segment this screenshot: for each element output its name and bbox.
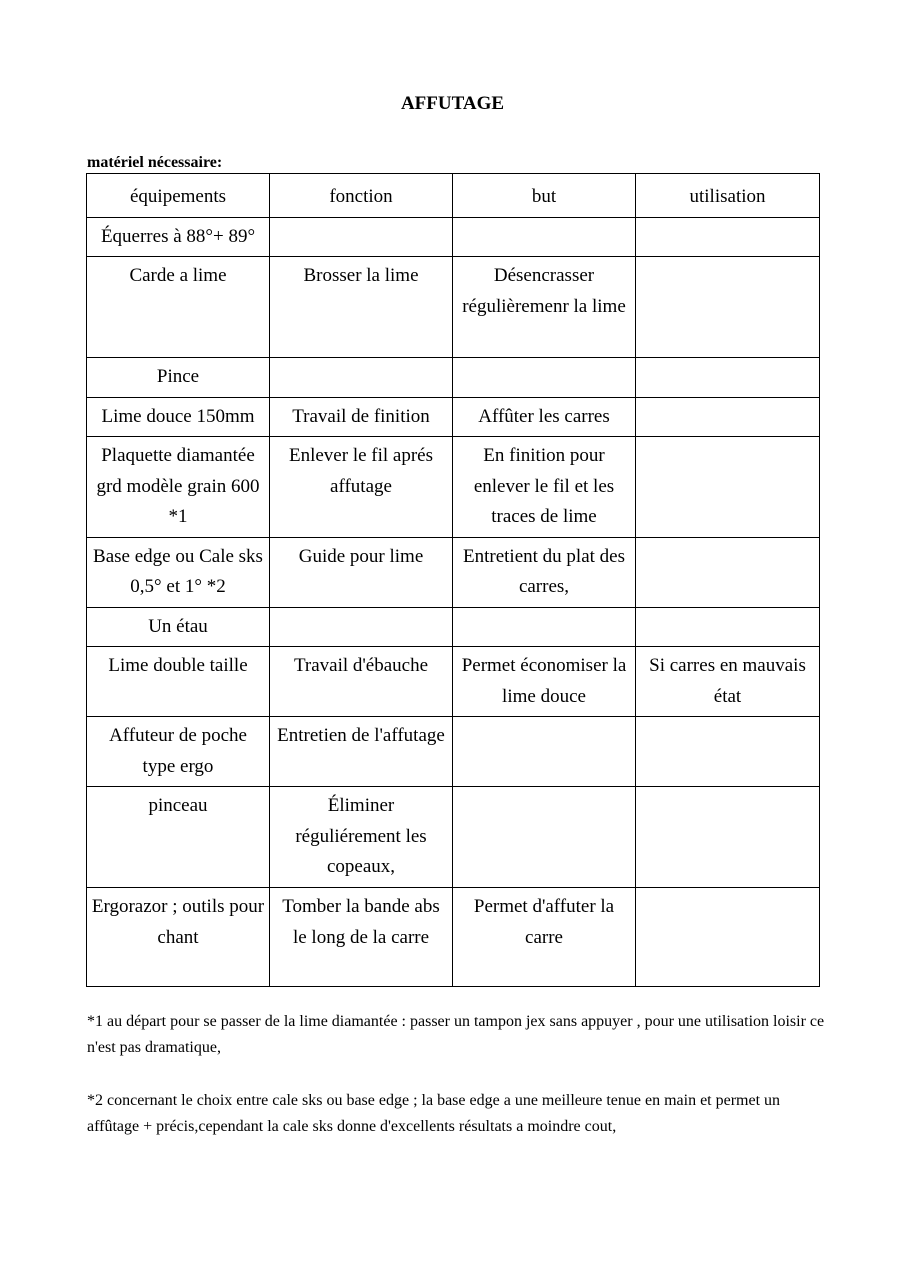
table-cell: Affuteur de poche type ergo: [87, 717, 270, 787]
table-row: [87, 437, 820, 538]
table-cell: Ergorazor ; outils pour chant: [87, 888, 270, 987]
table-cell: [453, 217, 636, 257]
table-cell: En finition pour enlever le fil et les traces de lime: [453, 437, 636, 538]
table-cell: [636, 607, 820, 647]
table-cell: Éliminer réguliérement les copeaux,: [270, 787, 453, 888]
footnote-1: *1 au départ pour se passer de la lime diamantée : passer un tampon jex sans appuyer , pour une utilisation loisir ce n'est pas dramatique,: [87, 1013, 825, 1056]
table-cell: [636, 537, 820, 607]
footnote-2: *2 concernant le choix entre cale sks ou base edge ; la base edge a une meilleure tenue en main et permet un affûtage + précis,cependant la cale sks donne d'excellents résultats a moindre cout,: [87, 1092, 781, 1135]
table-cell: [270, 358, 453, 398]
table-row: [87, 217, 820, 257]
table-row: [87, 358, 820, 398]
table-cell: Base edge ou Cale sks 0,5° et 1° *2: [87, 537, 270, 607]
table-cell: [453, 358, 636, 398]
table-cell: Plaquette diamantée grd modèle grain 600 *1: [87, 437, 270, 538]
table-cell: Entretien de l'affutage: [270, 717, 453, 787]
table-row: [87, 537, 820, 607]
table-cell: Permet d'affuter la carre: [453, 888, 636, 987]
equipment-table: [86, 173, 820, 987]
table-cell: Brosser la lime: [270, 257, 453, 358]
table-cell: [636, 257, 820, 358]
table-cell: Désencrasser régulièremenr la lime: [453, 257, 636, 358]
table-header-row: [87, 174, 820, 218]
table-cell: Carde a lime: [87, 257, 270, 358]
table-cell: Entretient du plat des carres,: [453, 537, 636, 607]
page-title: AFFUTAGE: [400, 93, 505, 114]
table-cell: [636, 397, 820, 437]
header-fonction: fonction: [270, 174, 453, 218]
table-cell: Équerres à 88°+ 89°: [87, 217, 270, 257]
table-cell: Lime douce 150mm: [87, 397, 270, 437]
header-but: but: [453, 174, 636, 218]
section-subtitle: matériel nécessaire:: [87, 154, 223, 171]
table-row: [87, 787, 820, 888]
table-cell: Si carres en mauvais état: [636, 647, 820, 717]
table-cell: Lime double taille: [87, 647, 270, 717]
table-cell: [270, 607, 453, 647]
table-row: [87, 888, 820, 987]
header-equipements: équipements: [87, 174, 270, 218]
table-cell: Tomber la bande abs le long de la carre: [270, 888, 453, 987]
table-cell: [270, 217, 453, 257]
table-cell: Affûter les carres: [453, 397, 636, 437]
table-row: [87, 397, 820, 437]
table-cell: Enlever le fil aprés affutage: [270, 437, 453, 538]
table-cell: Guide pour lime: [270, 537, 453, 607]
table-cell: [636, 787, 820, 888]
table-cell: [453, 787, 636, 888]
table-row: [87, 717, 820, 787]
table-cell: pinceau: [87, 787, 270, 888]
table-cell: [453, 607, 636, 647]
table-cell: [636, 217, 820, 257]
table-row: [87, 257, 820, 358]
table-cell: Pince: [87, 358, 270, 398]
table-cell: [636, 358, 820, 398]
table-cell: [636, 717, 820, 787]
table-cell: [636, 888, 820, 987]
table-row: [87, 647, 820, 717]
table-cell: Travail de finition: [270, 397, 453, 437]
table-cell: Travail d'ébauche: [270, 647, 453, 717]
table-cell: Un étau: [87, 607, 270, 647]
table-cell: [453, 717, 636, 787]
table-cell: [636, 437, 820, 538]
table-row: [87, 607, 820, 647]
header-utilisation: utilisation: [636, 174, 820, 218]
table-cell: Permet économiser la lime douce: [453, 647, 636, 717]
